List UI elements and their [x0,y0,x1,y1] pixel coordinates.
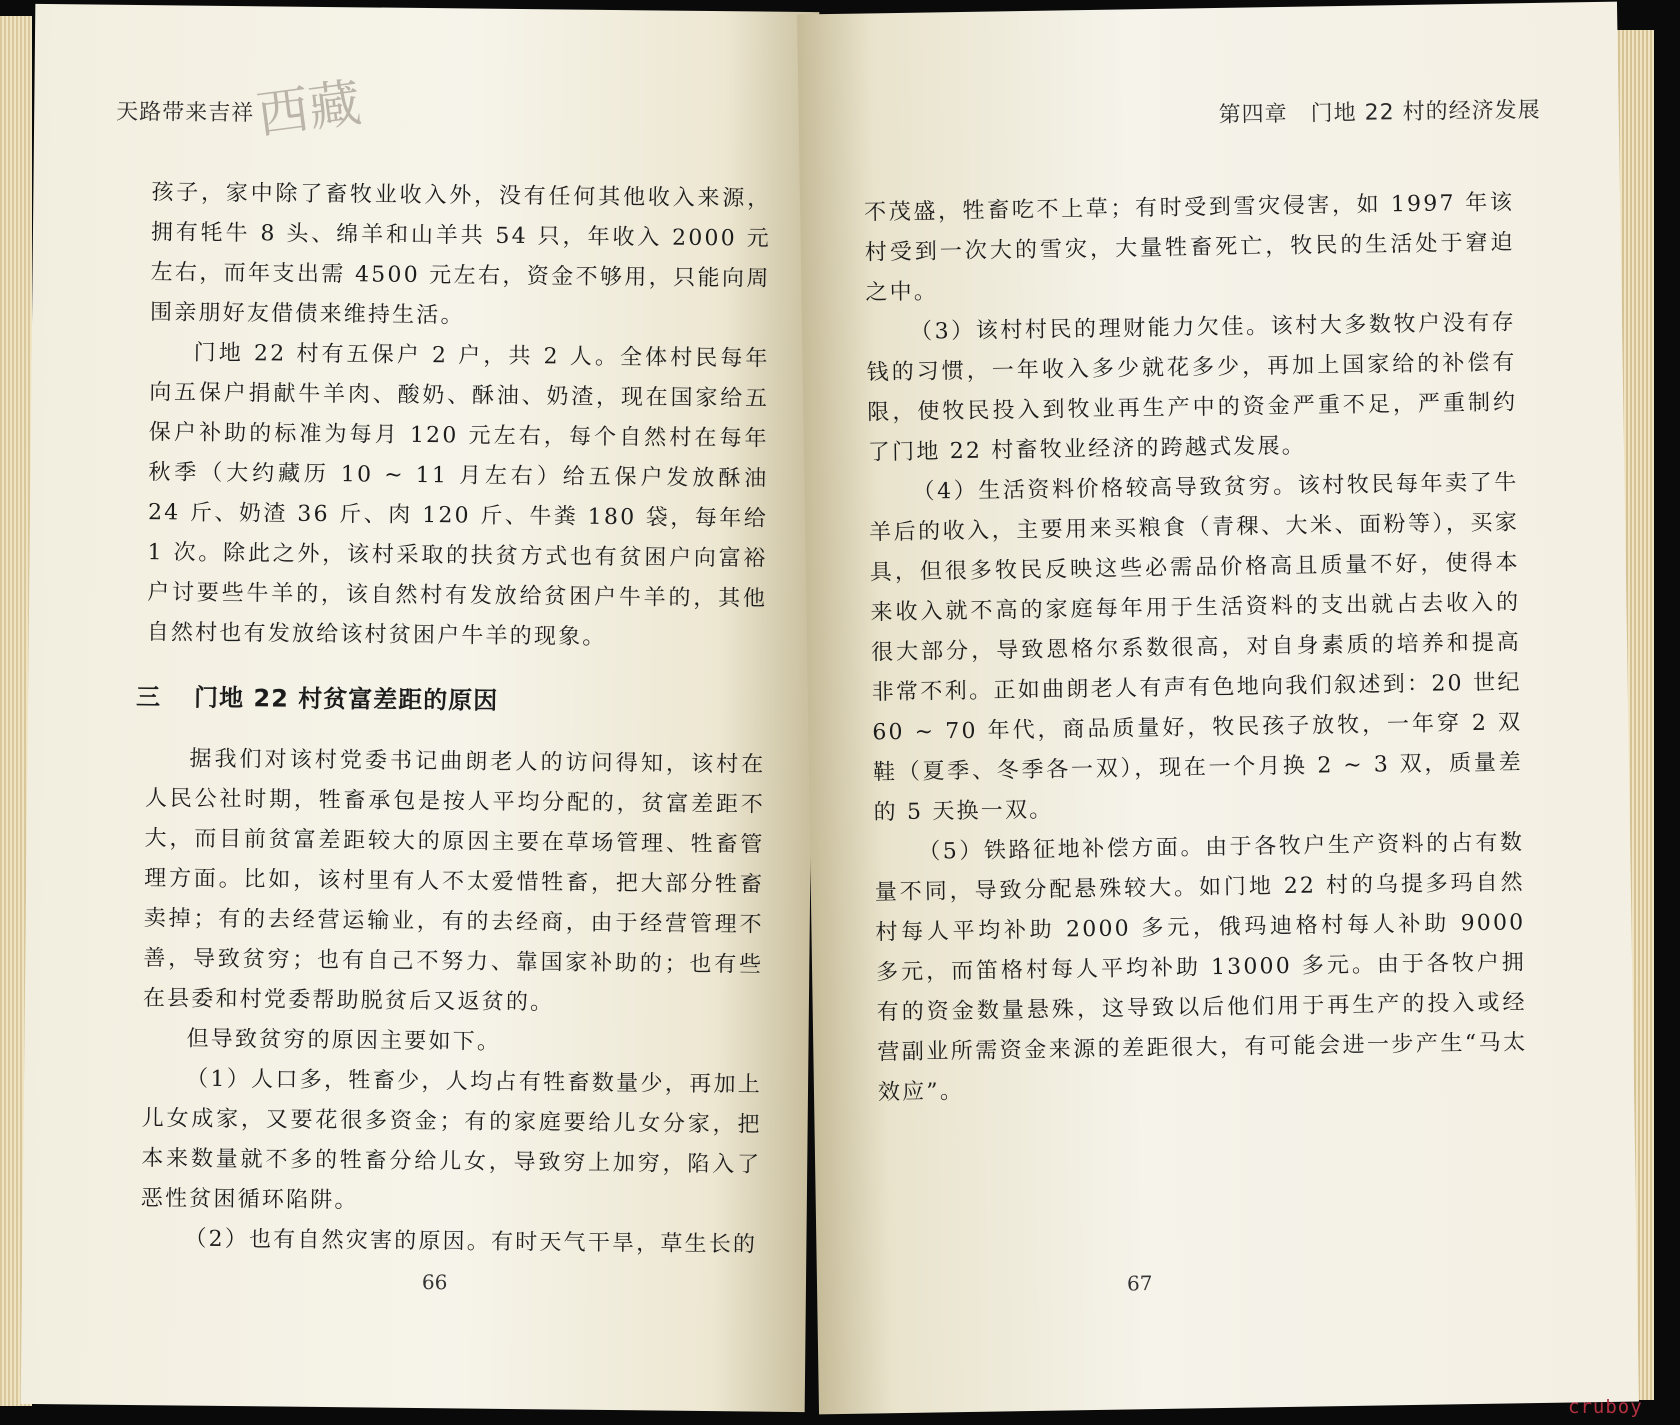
left-page-body [135,173,772,1265]
paragraph: 但导致贫穷的原因主要如下。 [186,1026,502,1055]
section-title: 门地 22 村贫富差距的原因 [193,683,499,715]
paragraph: （5）铁路征地补偿方面。由于各牧户生产资料的占有数量不同，导致分配悬殊较大。如门地 22 村的乌提多玛自然村每人平均补助 2000 多元，俄玛迪格村每人补助 9000 多元，而笛格村每人平均补助 13000 多元。由于各牧户拥有的资金数量悬殊，这导致以后他们用于再生产的投入或经营副业所需资金来源的差距很大，有可能会进一步产生“马太效应”。 [874,830,1528,1106]
page-number-left: 66 [421,1270,448,1295]
running-head-right: 第四章 门地 22 村的经济发展 [1218,97,1541,128]
paragraph: （3）该村村民的理财能力欠佳。该村大多数牧户没有存钱的习惯，一年收入多少就花多少，再加上国家给的补偿有限，使牧民投入到牧业再生产中的资金严重不足，严重制约了门地 22 村畜牧业经济的跨越式发展。 [866,310,1518,466]
left-page [21,4,820,1412]
section-number: 三 [135,683,162,712]
paragraph: 孩子，家中除了畜牧业收入外，没有任何其他收入来源，拥有牦牛 8 头、绵羊和山羊共 54 只，年收入 2000 元左右，而年支出需 4500 元左右，资金不够用，只能向周围亲朋好友借债来维持生活。 [149,180,772,329]
scanner-watermark: cruboy [1568,1396,1643,1418]
paragraph: 据我们对该村党委书记曲朗老人的访问得知，该村在人民公社时期，牲畜承包是按人平均分配的，贫富差距不大，而目前贫富差距较大的原因主要在草场管理、牲畜管理方面。比如，该村里有人不太爱惜牲畜，把大部分牲畜卖掉；有的去经营运输业，有的去经商，由于经营管理不善，导致贫穷；也有自己不努力、靠国家补助的；也有些在县委和村党委帮助脱贫后又返贫的。 [142,746,766,1016]
tibet-calligraphy-logo: 西藏 [253,73,365,147]
running-head-left: 天路带来吉祥 [116,99,255,127]
paragraph: （4）生活资料价格较高导致贫穷。该村牧民每年卖了牛羊后的收入，主要用来买粮食（青稞、大米、面粉等），买家具，但很多牧民反映这些必需品价格高且质量不好，使得本来收入就不高的家庭每年用于生活资料的支出就占去收入的很大部分，导致恩格尔系数很高，对自身素质的培养和提高非常不利。正如曲朗老人有声有色地向我们叙述到：20 世纪 60 ~ 70 年代，商品质量好，牧民孩子放牧，一年穿 2 双鞋（夏季、冬季各一双），现在一个月换 2 ~ 3 双，质量差的 5 天换一双。 [869,470,1524,826]
paragraph: 不茂盛，牲畜吃不上草；有时受到雪灾侵害，如 1997 年该村受到一次大的雪灾，大量牲畜死亡，牧民的生活处于窘迫之中。 [863,190,1515,306]
paragraph: （2）也有自然灾害的原因。有时天气干旱，草生长的 [184,1226,758,1258]
right-page [797,2,1639,1415]
paragraph: （1）人口多，牲畜少，人均占有牲畜数量少，再加上儿女成家，又要花很多资金；有的家庭要给儿女分家，把本来数量就不多的牲畜分给儿女，导致穷上加穷，陷入了恶性贫困循环陷阱。 [140,1066,763,1214]
page-number-right: 67 [1126,1271,1153,1296]
right-page-body [864,183,1528,1113]
paragraph: 门地 22 村有五保户 2 户，共 2 人。全体村民每年向五保户捐献牛羊肉、酸奶、酥油、奶渣，现在国家给五保户补助的标准为每月 120 元左右，每个自然村在每年秋季（大约藏历 10 ~ 11 月左右）给五保户发放酥油 24 斤、奶渣 36 斤、肉 120 斤、牛粪 180 袋，每年给 1 次。除此之外，该村采取的扶贫方式也有贫困户向富裕户讨要些牛羊的，该自然村有发放给贫困户牛羊的，其他自然村也有发放给该村贫困户牛羊的现象。 [146,340,770,650]
section-heading [136,677,766,724]
